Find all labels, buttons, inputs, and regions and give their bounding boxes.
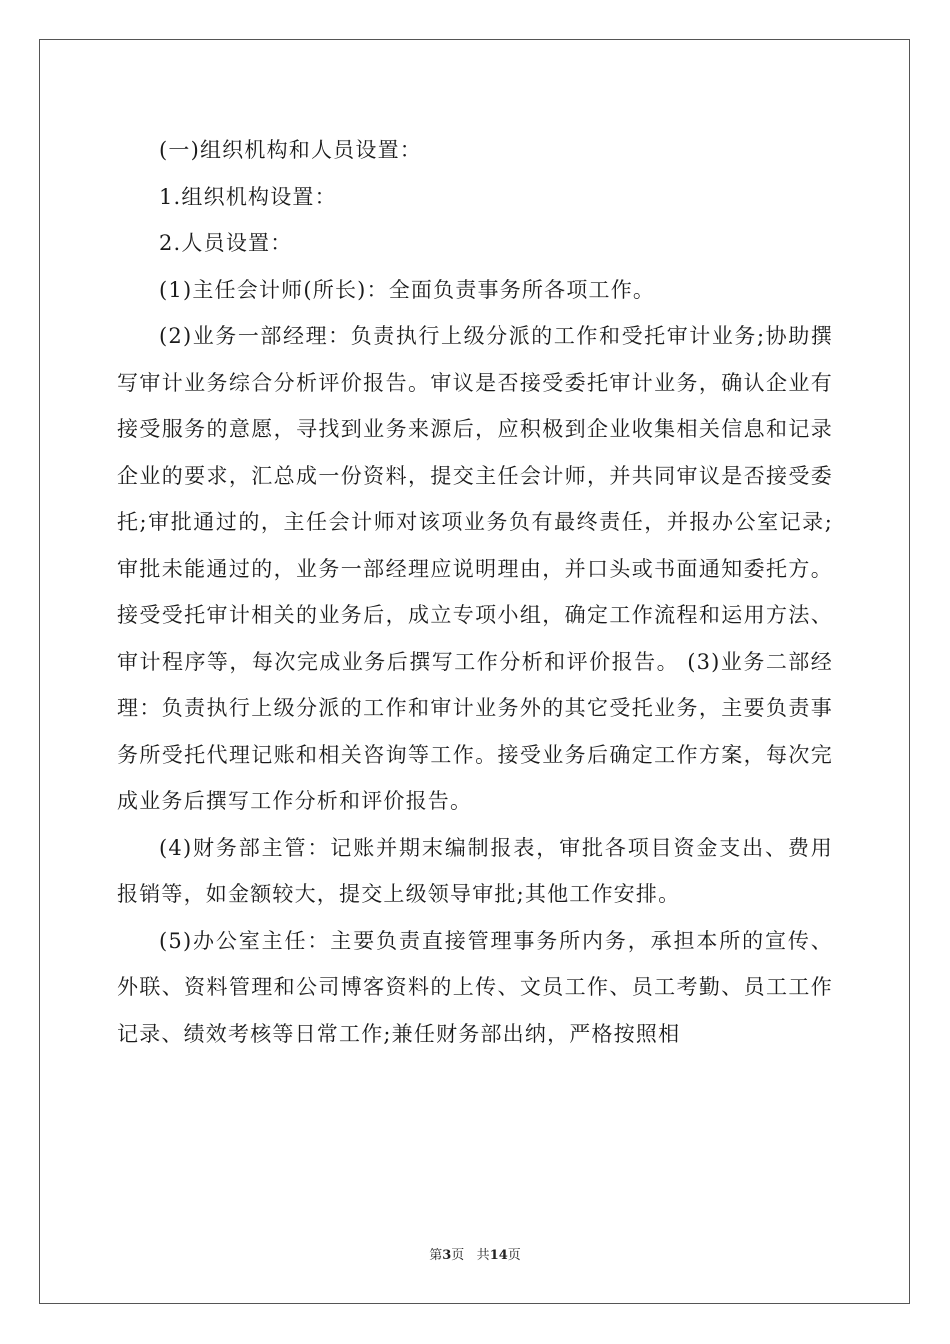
footer-page-suffix: 页 (451, 1248, 465, 1263)
paragraph-finance-supervisor: (4)财务部主管：记账并期末编制报表，审批各项目资金支出、费用报销等，如金额较大，提交上级领导审批;其他工作安排。 (117, 835, 833, 906)
item-organization-setup: 1.组织机构设置： (159, 184, 337, 209)
footer-page-prefix: 第 (429, 1248, 443, 1263)
document-body (117, 127, 833, 1057)
footer-total-prefix: 共 (476, 1248, 490, 1263)
heading-organization-and-staffing: (一)组织机构和人员设置： (159, 138, 422, 162)
paragraph-business-dept-managers: (2)业务一部经理：负责执行上级分派的工作和受托审计业务;协助撰写审计业务综合分析评价报告。审议是否接受委托审计业务，确认企业有接受服务的意愿，寻找到业务来源后，应积极到企业收集相关信息和记录企业的要求，汇总成一份资料，提交主任会计师，并共同审议是否接受委托;审批通过的，主任会计师对该项业务负有最终责任，并报办公室记录;审批未能通过的，业务一部经理应说明理由，并口头或书面通知委托方。接受受托审计相关的业务后，成立专项小组，确定工作流程和运用方法、审计程序等，每次完成业务后撰写工作分析和评价报告。 (3)业务二部经理：负责执行上级分派的工作和审计业务外的其它受托业务，主要负责事务所受托代理记账和相关咨询等工作。接受业务后确定工作方案，每次完成业务后撰写工作分析和评价报告。 (117, 324, 833, 813)
paragraph-chief-accountant: (1)主任会计师(所长)：全面负责事务所各项工作。 (159, 277, 656, 302)
paragraph-office-director: (5)办公室主任：主要负责直接管理事务所内务，承担本所的宣传、外联、资料管理和公司博客资料的上传、文员工作、员工考勤、员工工作记录、绩效考核等日常工作;兼任财务部出纳，严格按照相 (117, 928, 833, 1046)
footer-current-page: 3 (442, 1248, 452, 1263)
footer-total-suffix: 页 (507, 1248, 521, 1263)
footer-total-pages: 14 (489, 1248, 508, 1263)
item-staff-setup: 2.人员设置： (159, 231, 293, 255)
page-footer (0, 1248, 950, 1264)
